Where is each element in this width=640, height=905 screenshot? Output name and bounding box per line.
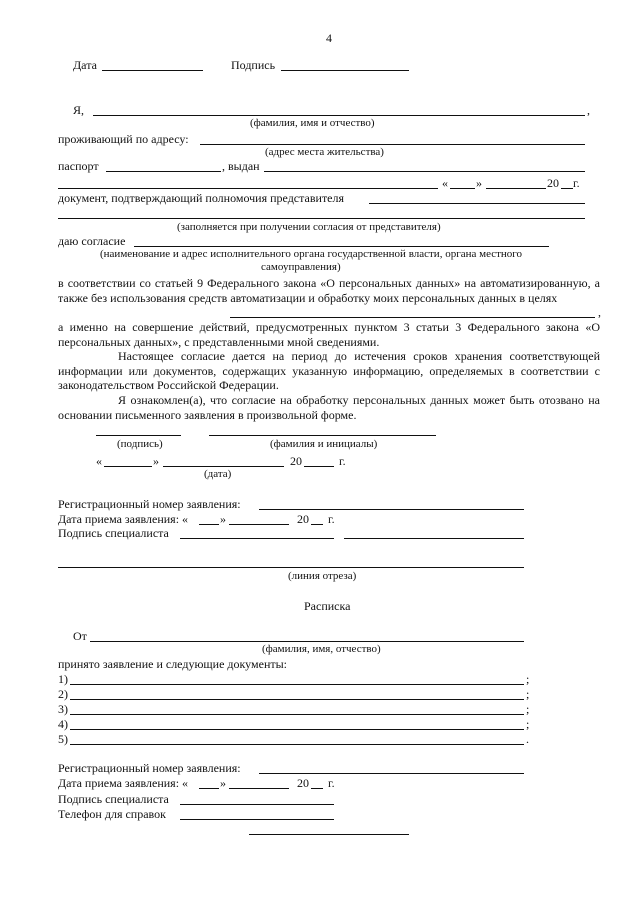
passport-field[interactable] xyxy=(106,171,221,172)
item-number-3: 3) xyxy=(58,702,68,716)
accept-year-field[interactable] xyxy=(311,524,323,525)
item-number-5: 5) xyxy=(58,732,68,746)
issued-year-suffix: г. xyxy=(573,176,580,190)
item-field-1[interactable] xyxy=(70,684,524,685)
representative-doc-field[interactable] xyxy=(369,203,585,204)
phone-label: Телефон для справок xyxy=(58,807,166,821)
item-field-5[interactable] xyxy=(70,744,524,745)
representative-doc-field-2[interactable] xyxy=(58,218,585,219)
signature-field[interactable] xyxy=(281,70,409,71)
address-field[interactable] xyxy=(200,144,585,145)
item-field-2[interactable] xyxy=(70,699,524,700)
authority-field[interactable] xyxy=(134,246,549,247)
page-number: 4 xyxy=(326,31,332,45)
issued-label: , выдан xyxy=(222,159,260,173)
date-field[interactable] xyxy=(102,70,203,71)
from-label: От xyxy=(73,629,87,643)
consent-paragraph-1a-text: в соответствии со статьей 9 Федерального закона «О персональных данных» на автоматизированную, а также без использования средств автоматизации и обработку моих персональных данных в целях xyxy=(58,276,600,305)
receipt-accept-day-field[interactable] xyxy=(199,788,219,789)
receipt-accept-date-label: Дата приема заявления: « xyxy=(58,776,189,790)
accept-year-suffix: г. xyxy=(328,512,335,526)
specialist-label: Подпись специалиста xyxy=(58,526,169,540)
sign-caption: (подпись) xyxy=(117,438,163,450)
purpose-comma: , xyxy=(598,305,601,319)
consent-paragraph-1a xyxy=(58,276,600,305)
cut-line-caption: (линия отреза) xyxy=(288,570,357,582)
reg-number-field[interactable] xyxy=(259,509,524,510)
consent-paragraph-1b-text: а именно на совершение действий, предусмотренных пунктом 3 статьи 3 Федерального закона «О персональных данных», с представленными мной сведениями. xyxy=(58,320,600,349)
receipt-reg-number-field[interactable] xyxy=(259,773,524,774)
item-ending-3: ; xyxy=(526,702,530,716)
issued-by-continued-field[interactable] xyxy=(58,188,438,189)
address-caption: (адрес места жительства) xyxy=(265,146,384,158)
date-label: Дата xyxy=(73,58,97,72)
item-field-3[interactable] xyxy=(70,714,524,715)
consent-paragraph-2-text: Настоящее согласие дается на период до истечения сроков хранения соответствующей информации или документов, содержащих указанную информацию, определяемых в соответствии с законодательством Российской Федерации. xyxy=(58,349,600,392)
authority-caption-2: самоуправления) xyxy=(261,261,341,273)
receipt-specialist-label: Подпись специалиста xyxy=(58,792,169,806)
consent-sign-field[interactable] xyxy=(96,435,181,436)
issued-year-field[interactable] xyxy=(561,188,573,189)
consent-paragraph-3-text: Я ознакомлен(а), что согласие на обработку персональных данных может быть отозвано на основании письменного заявления в произвольной форме. xyxy=(58,393,600,422)
accept-date-label: Дата приема заявления: « xyxy=(58,512,189,526)
item-ending-5: . xyxy=(526,732,529,746)
accept-month-field[interactable] xyxy=(229,524,289,525)
receipt-title: Расписка xyxy=(304,599,351,613)
consent-year-prefix: 20 xyxy=(290,454,302,468)
receipt-accept-date-close: » xyxy=(220,776,226,790)
item-ending-1: ; xyxy=(526,672,530,686)
item-number-4: 4) xyxy=(58,717,68,731)
receipt-accept-year-suffix: г. xyxy=(328,776,335,790)
item-ending-2: ; xyxy=(526,687,530,701)
receipt-fio-caption: (фамилия, имя, отчество) xyxy=(262,643,381,655)
item-field-4[interactable] xyxy=(70,729,524,730)
issued-by-field[interactable] xyxy=(264,171,585,172)
signature-label: Подпись xyxy=(231,58,276,72)
consent-date-open: « xyxy=(96,454,102,468)
accept-day-field[interactable] xyxy=(199,524,219,525)
give-consent-label: даю согласие xyxy=(58,234,126,248)
item-ending-4: ; xyxy=(526,717,530,731)
receipt-accept-year-prefix: 20 xyxy=(297,776,309,790)
initials-caption: (фамилия и инициалы) xyxy=(270,438,378,450)
specialist-name-field[interactable] xyxy=(344,538,524,539)
consent-paragraph-2 xyxy=(58,349,600,393)
representative-doc-label: документ, подтверждающий полномочия представителя xyxy=(58,191,345,205)
fio-caption: (фамилия, имя и отчество) xyxy=(250,117,375,129)
reg-number-label: Регистрационный номер заявления: xyxy=(58,497,241,511)
consent-day-field[interactable] xyxy=(104,466,152,467)
item-number-2: 2) xyxy=(58,687,68,701)
issued-year-prefix: 20 xyxy=(547,176,559,190)
receipt-accept-year-field[interactable] xyxy=(311,788,323,789)
receipt-reg-number-label: Регистрационный номер заявления: xyxy=(58,761,241,775)
representative-caption: (заполняется при получении согласия от представителя) xyxy=(177,221,441,233)
consent-year-field[interactable] xyxy=(304,466,334,467)
fio-comma: , xyxy=(587,103,590,117)
issued-month-field[interactable] xyxy=(486,188,546,189)
consent-initials-field[interactable] xyxy=(209,435,436,436)
accepted-text: принято заявление и следующие документы: xyxy=(58,657,288,671)
bottom-divider xyxy=(249,834,409,835)
fio-field[interactable] xyxy=(93,115,585,116)
item-number-1: 1) xyxy=(58,672,68,686)
receipt-specialist-field[interactable] xyxy=(180,804,334,805)
passport-label: паспорт xyxy=(58,159,99,173)
consent-year-suffix: г. xyxy=(339,454,346,468)
specialist-sign-field[interactable] xyxy=(180,538,334,539)
purpose-field[interactable] xyxy=(230,317,595,318)
consent-paragraph-3 xyxy=(58,393,600,422)
address-label: проживающий по адресу: xyxy=(58,132,189,146)
cut-line xyxy=(58,567,524,568)
receipt-accept-month-field[interactable] xyxy=(229,788,289,789)
issued-day-field[interactable] xyxy=(450,188,475,189)
issued-date-close: » xyxy=(476,176,482,190)
consent-month-field[interactable] xyxy=(163,466,284,467)
consent-date-close: » xyxy=(153,454,159,468)
consent-paragraph-1b xyxy=(58,320,600,349)
accept-year-prefix: 20 xyxy=(297,512,309,526)
authority-caption-1: (наименование и адрес исполнительного органа государственной власти, органа местного xyxy=(100,248,523,260)
date-caption: (дата) xyxy=(204,468,232,480)
phone-field[interactable] xyxy=(180,819,334,820)
accept-date-close: » xyxy=(220,512,226,526)
i-label: Я, xyxy=(73,103,85,117)
from-field[interactable] xyxy=(90,641,524,642)
issued-date-open: « xyxy=(442,176,448,190)
